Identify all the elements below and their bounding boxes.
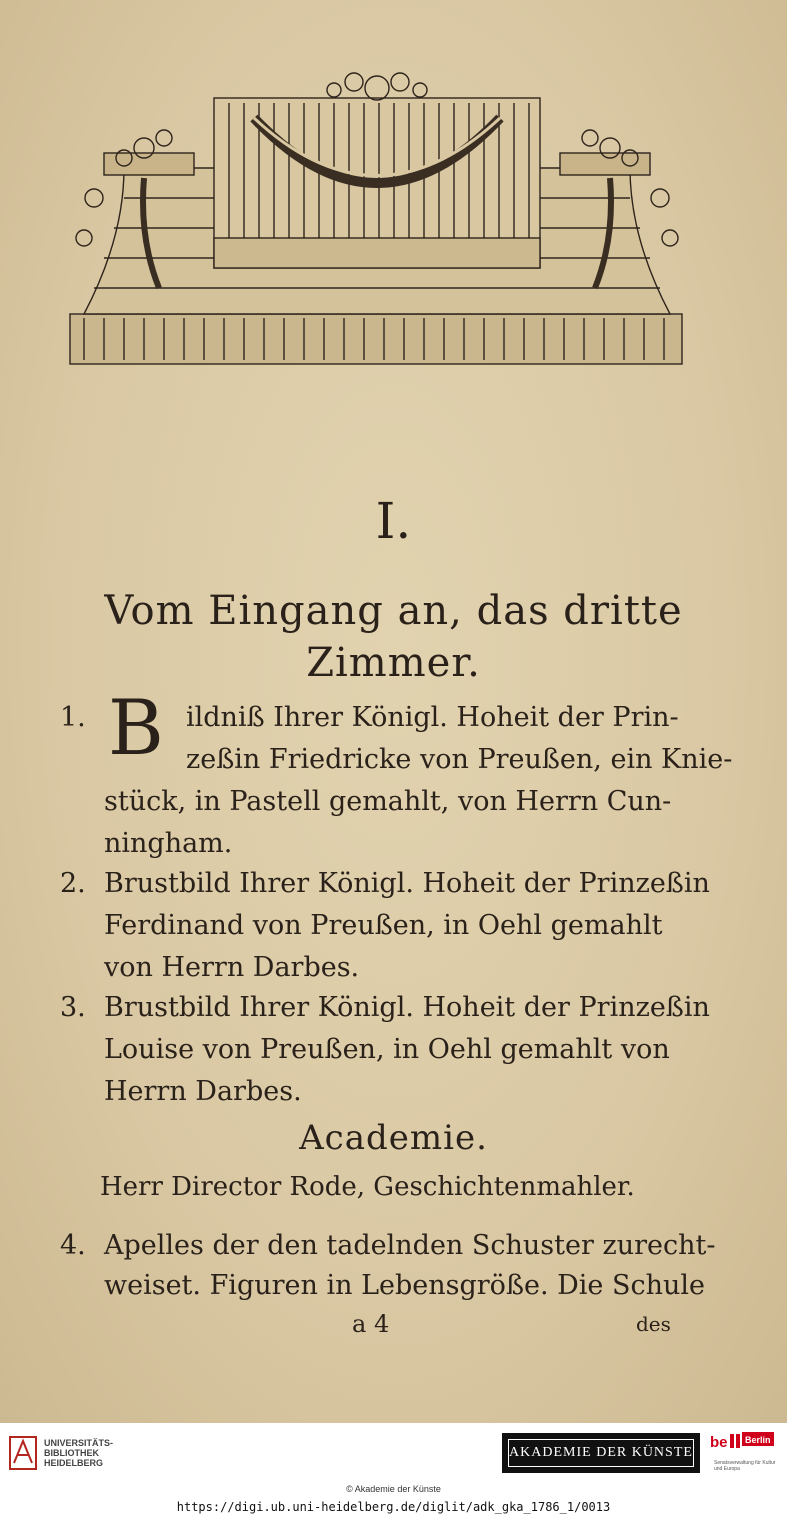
entry-line: weiset. Figuren in Lebensgröße. Die Schule — [104, 1270, 705, 1301]
dropcap-letter: B — [108, 683, 164, 772]
ub-text-line: BIBLIOTHEK — [44, 1448, 99, 1458]
entry-line: Apelles der den tadelnden Schuster zurecht- — [104, 1230, 716, 1261]
ub-text-line: HEIDELBERG — [44, 1458, 104, 1468]
entry-line: ningham. — [104, 828, 233, 859]
signature-mark: a 4 — [352, 1310, 390, 1338]
berlin-label-text: Berlin — [745, 1435, 771, 1445]
copyright-notice: © Akademie der Künste — [346, 1484, 441, 1494]
heading-line-1: Vom Eingang an, das dritte — [104, 588, 683, 634]
section-subheading: Herr Director Rode, Geschichtenmahler. — [100, 1172, 635, 1202]
berlin-be-text: be — [710, 1434, 728, 1451]
adk-label: AKADEMIE DER KÜNSTE — [508, 1439, 694, 1467]
entry-line: Louise von Preußen, in Oehl gemahlt von — [104, 1034, 670, 1065]
entry-line: von Herrn Darbes. — [104, 952, 360, 983]
entry-line: zeßin Friedricke von Preußen, ein Knie- — [186, 744, 733, 775]
ub-text-line: UNIVERSITÄTS- — [44, 1438, 114, 1448]
chapter-numeral: I. — [375, 492, 412, 550]
entry-number: 4. — [60, 1230, 86, 1261]
heading-line-2: Zimmer. — [306, 640, 481, 686]
entry-line: Ferdinand von Preußen, in Oehl gemahlt — [104, 910, 663, 941]
entry-line: Herrn Darbes. — [104, 1076, 302, 1107]
page-url-link[interactable]: https://digi.ub.uni-heidelberg.de/diglit/adk_gka_1786_1/0013 — [176, 1500, 611, 1514]
ub-heidelberg-text[interactable] — [44, 1438, 113, 1468]
catchword: des — [636, 1312, 671, 1336]
entry-number: 2. — [60, 868, 86, 899]
akademie-der-kuenste-logo[interactable] — [502, 1433, 700, 1473]
berlin-subtext: Senatsverwaltung für Kultur und Europa — [714, 1460, 776, 1472]
ub-heidelberg-logo-icon[interactable] — [8, 1433, 38, 1473]
entry-line: ildniß Ihrer Königl. Hoheit der Prin- — [186, 702, 679, 733]
entry-number: 1. — [60, 702, 86, 733]
entry-line: Brustbild Ihrer Königl. Hoheit der Prinzeßin — [104, 992, 710, 1023]
section-heading: Academie. — [299, 1118, 488, 1158]
ornament-vignette — [64, 58, 690, 368]
entry-number: 3. — [60, 992, 86, 1023]
entry-line: stück, in Pastell gemahlt, von Herrn Cun- — [104, 786, 672, 817]
entry-line: Brustbild Ihrer Königl. Hoheit der Prinzeßin — [104, 868, 710, 899]
